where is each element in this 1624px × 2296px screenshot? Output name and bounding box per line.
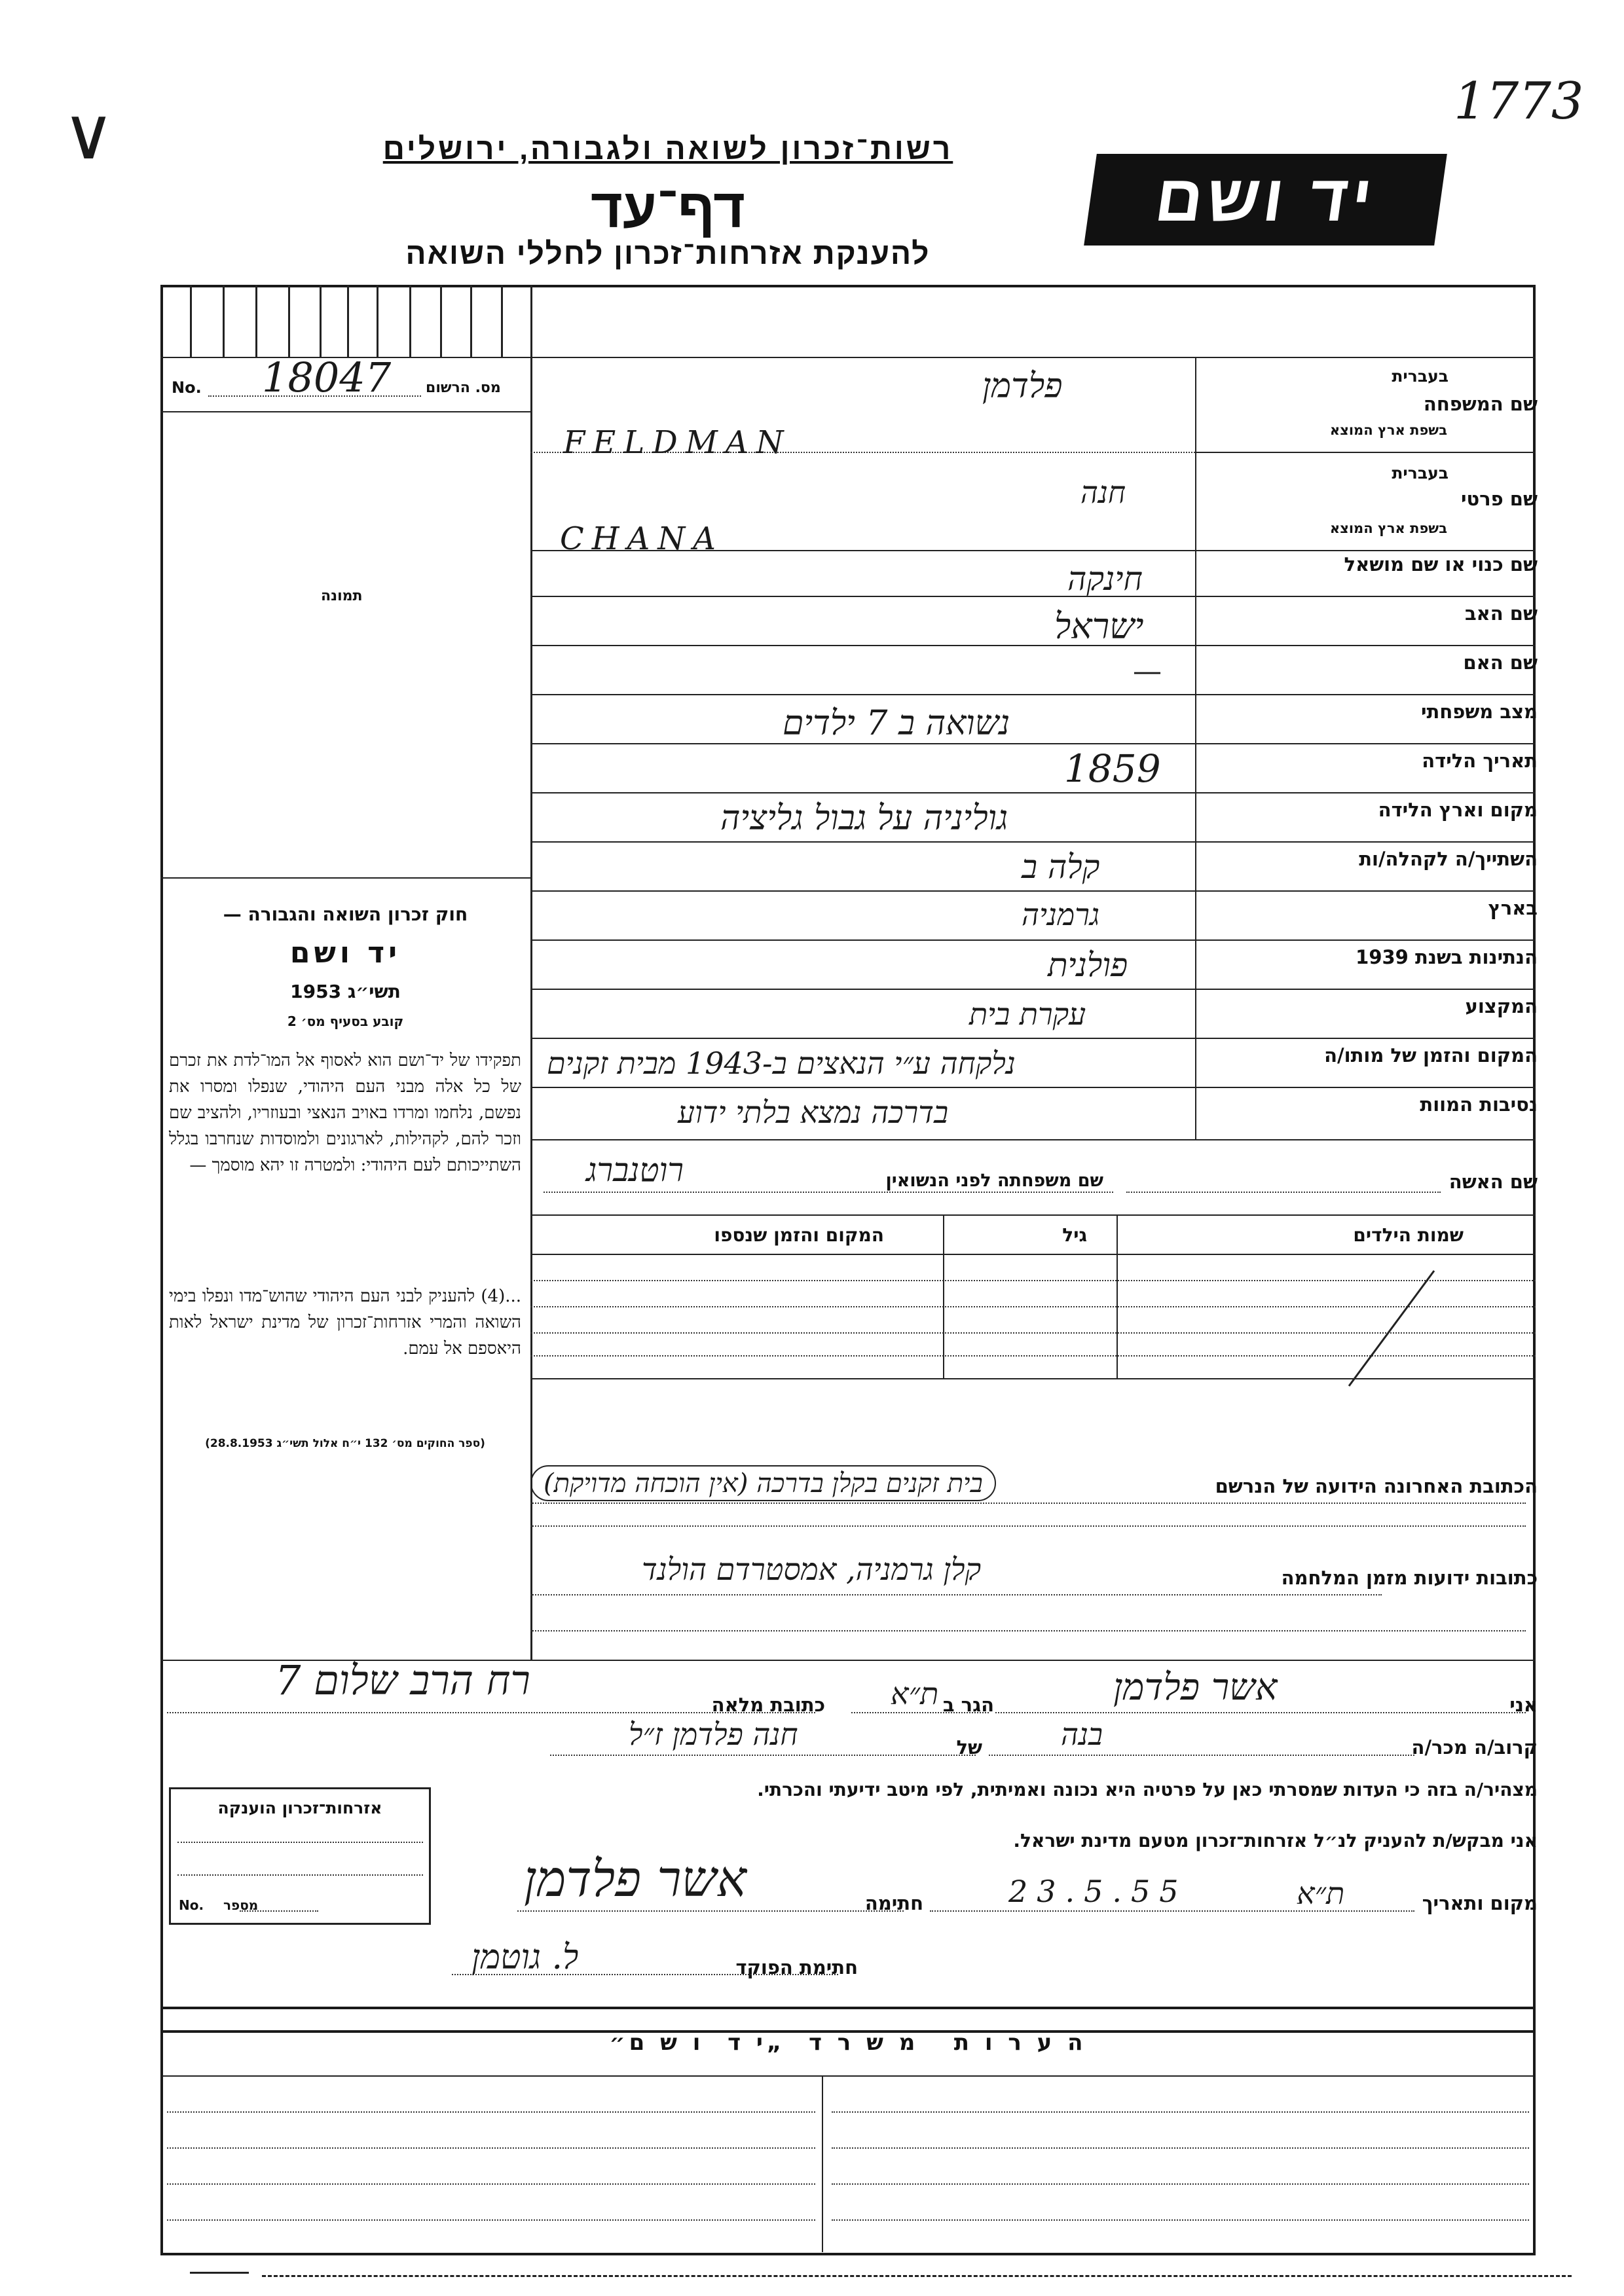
reference-number: 1773	[1454, 72, 1584, 131]
declarant-name-value: אשר פלדמן	[1113, 1666, 1278, 1709]
office-notes-frame	[160, 2007, 1536, 2255]
officer-signature-label: חתימת הפוקד	[735, 1956, 858, 1978]
birth-place-label: מקום וארץ הלידה	[1378, 799, 1538, 821]
given-name-origin-sublabel: בשפת ארץ המוצא	[1329, 520, 1447, 536]
city-value: ת״א	[891, 1676, 939, 1711]
children-strike-mark	[1342, 1267, 1441, 1391]
of-label: של	[956, 1736, 982, 1758]
declaration-text: מצהיר/ה בזה כי העדות שמסרתי כאן על פרטיה היא נכונה ואמיתית, לפי מיטב ידיעתי והכרתי.	[757, 1779, 1538, 1800]
law-clause: קובע בסעיף מס׳ 2	[287, 1013, 404, 1029]
signature-value: אשר פלדמן	[524, 1850, 747, 1908]
granted-box-number-label: מספר	[223, 1897, 259, 1913]
circumstances-value: בדרכה נמצא בלתי ידוע	[678, 1095, 949, 1130]
granted-box	[169, 1787, 431, 1925]
death-value: נלקחה ע״י הנאצים ב-1943 מבית זקנים	[547, 1046, 1016, 1081]
occupation-value: עקרת בית	[969, 996, 1086, 1032]
war-address-value: קלן גרמניה, אמסטרדם הולנד	[642, 1552, 982, 1587]
country-label: בארץ	[1488, 897, 1538, 919]
law-title: חוק זכרון השואה והגבורה —	[223, 903, 468, 925]
citizenship-label: הנתינות בשנת 1939	[1356, 946, 1538, 968]
birth-place-value: גוליניה על גבול גליציה	[720, 799, 1008, 838]
signature-label: חתימה	[864, 1892, 923, 1914]
community-value: קלה ב	[1022, 848, 1100, 886]
children-names-header: שמות הילדים	[1353, 1224, 1464, 1246]
family-name-hebrew-value: פלדמן	[982, 367, 1063, 406]
children-age-header: גיל	[1062, 1224, 1087, 1246]
children-place-header: המקום והזמן שנספו	[714, 1224, 884, 1246]
full-address-value: רח הרב שלום 7	[275, 1656, 530, 1704]
authority-heading: רשות־זכרון לשואה ולגבורה, ירושלים	[382, 132, 953, 166]
given-name-label: שם פרטי	[1460, 488, 1538, 510]
resides-label: הגר ב	[942, 1694, 994, 1716]
registration-no-label: No.	[172, 378, 202, 397]
marital-value: נשואה ב 7 ילדים	[783, 704, 1010, 743]
check-mark: ∨	[62, 92, 115, 175]
officer-signature-value: ל. גוטמן	[471, 1938, 579, 1977]
nickname-value: חינקה	[1067, 560, 1143, 598]
marital-label: מצב משפחתי	[1420, 701, 1538, 723]
law-year: תשי״ג 1953	[290, 981, 401, 1002]
family-name-hebrew-sublabel: בעברית	[1392, 367, 1449, 386]
maiden-name-value: רוטנברג	[586, 1151, 684, 1189]
relative-label: קרוב/ה מכר/ה	[1411, 1736, 1538, 1758]
full-address-label: כתובת מלאה	[711, 1694, 825, 1716]
citizenship-value: פולנית	[1048, 946, 1128, 984]
law-name: יד ושם	[289, 936, 401, 970]
last-address-label: הכתובת האחרונה הידועה של הנרשם	[1215, 1475, 1538, 1497]
last-address-value: בית זקנים בקלן בדרכה (אין הוכחה מדויקת)	[530, 1465, 996, 1501]
law-source: (ספר החוקים מס׳ 132 י״ח אלול תשי״ג 28.8.1953)	[205, 1437, 485, 1450]
war-address-label: כתובות ידועות מזמן המלחמה	[1281, 1567, 1538, 1589]
registration-number: 18047	[262, 354, 392, 401]
granted-box-no-label: No.	[179, 1897, 204, 1913]
death-label: המקום והזמן של מותו/ה	[1324, 1044, 1538, 1066]
birth-date-value: 1859	[1064, 746, 1161, 791]
of-value: חנה פלדמן ז״ל	[629, 1717, 798, 1752]
spouse-label: שם האשה	[1449, 1171, 1538, 1193]
given-name-hebrew-sublabel: בעברית	[1392, 464, 1449, 483]
country-value: גרמניה	[1022, 897, 1100, 932]
circumstances-label: נסיבות המוות	[1420, 1093, 1538, 1116]
request-text: אני מבקש/ת להעניק לנ״ל אזרחות־זכרון מטעם מדינת ישראל.	[1013, 1830, 1538, 1851]
place-date-label: מקום ותאריך	[1422, 1892, 1538, 1914]
family-name-latin-value: FELDMAN	[563, 424, 792, 461]
law-paragraph-2: ...(4) להעניק לבני העם היהודי שהוש־מדו ונפלו בימי השואה והמרי אזרחות־זכרון של מדינת ישראל לאות היאספם אל עמם.	[169, 1286, 521, 1358]
birth-date-label: תאריך הלידה	[1422, 750, 1538, 772]
declarant-i-label: אני	[1509, 1694, 1538, 1716]
mother-value: —	[1133, 655, 1162, 688]
given-name-latin-value: CHANA	[560, 520, 724, 557]
father-value: ישראל	[1054, 606, 1144, 647]
occupation-label: המקצוע	[1465, 995, 1538, 1017]
maiden-name-label: שם משפחתה לפני הנשואין	[885, 1171, 1103, 1191]
date-value: 23.5.55	[1008, 1874, 1188, 1909]
photo-label: תמונה	[321, 588, 363, 604]
law-paragraph-1: תפקידו של יד־ושם הוא לאסוף אל המו־לדת את זכרם של כל אלה מבני העם היהודי, שנפלו ומסרו את נפשם, נלחמו ומרדו באויב הנאצי ובעוזריו, ולהציב שם וזכר להם, לקהילות, לארגונים ולמוסדות שנחרבו בגלל השתייכותם לעם היהודי: ולמטרה זו יהא מוסמך —	[169, 1051, 521, 1175]
family-name-origin-sublabel: בשפת ארץ המוצא	[1329, 422, 1447, 438]
office-notes-heading: ה ע ר ו ת מ ש ר ד „י ד ו ש ם״	[609, 2030, 1087, 2056]
community-label: השתייך/ה לקהלה/ות	[1359, 848, 1538, 870]
yad-vashem-logo	[1084, 154, 1447, 246]
registration-label: מס. הרשום	[426, 380, 501, 396]
mother-label: שם האם	[1463, 651, 1538, 674]
page-title: דף־עד	[590, 177, 746, 239]
relation-value: בנה	[1061, 1717, 1103, 1752]
place-value: ת״א	[1297, 1876, 1345, 1911]
logo-text: יד ושם	[1151, 162, 1381, 235]
given-name-hebrew-value: חנה	[1080, 475, 1126, 510]
page-subtitle: להענקת אזרחות־זכרון לחללי השואה	[405, 236, 931, 270]
nickname-label: שם כנוי או שם מושאל	[1344, 553, 1538, 575]
family-name-label: שם המשפחה	[1423, 393, 1538, 415]
granted-box-title: אזרחות־זכרון הוענקה	[217, 1798, 382, 1817]
father-label: שם האב	[1464, 602, 1538, 625]
